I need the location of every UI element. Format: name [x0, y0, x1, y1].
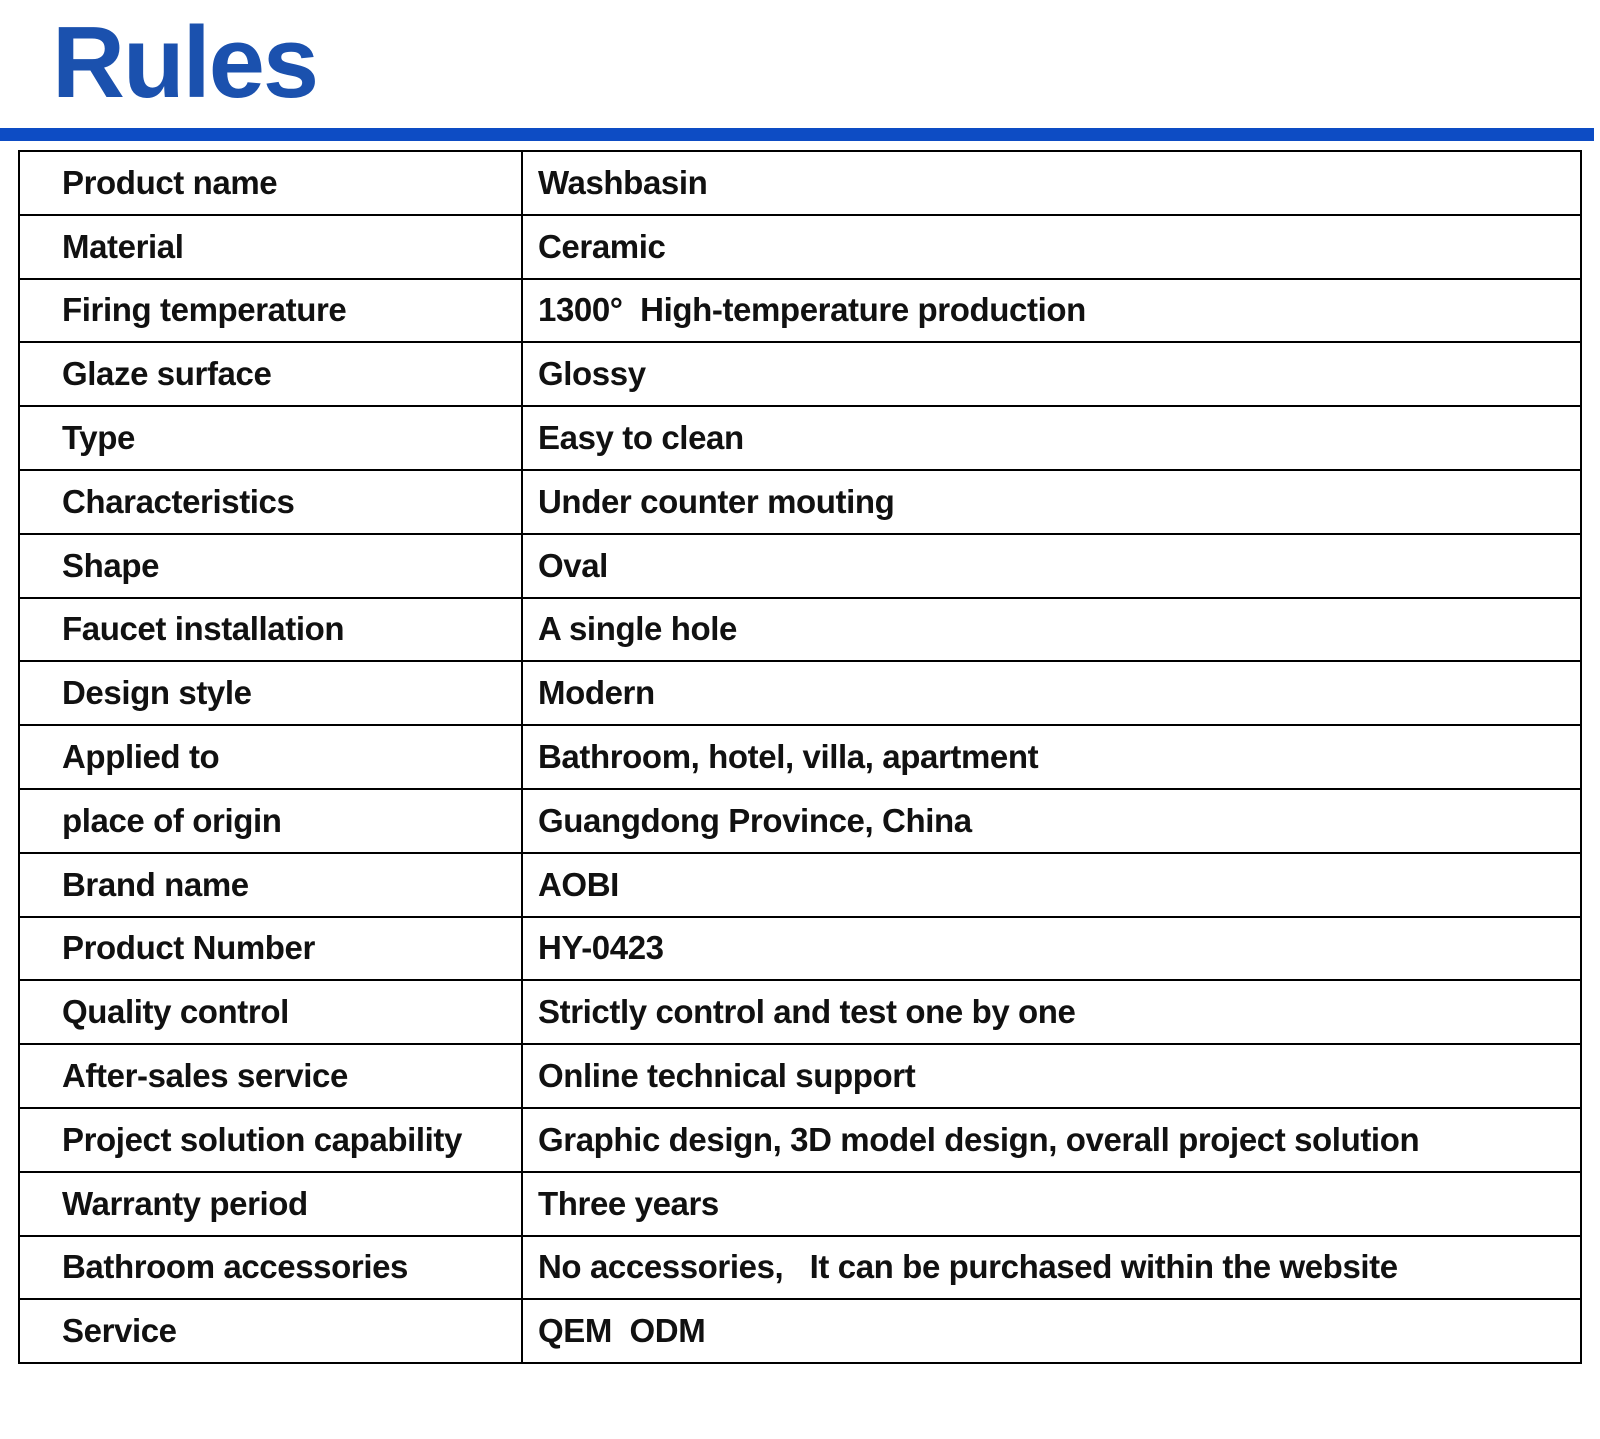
table-row	[19, 279, 1581, 343]
spec-label: Product Number	[19, 917, 522, 981]
spec-label: Applied to	[19, 725, 522, 789]
spec-value: A single hole	[522, 598, 1581, 662]
spec-label: Shape	[19, 534, 522, 598]
spec-label: place of origin	[19, 789, 522, 853]
table-row	[19, 789, 1581, 853]
spec-label: Characteristics	[19, 470, 522, 534]
table-row	[19, 1299, 1581, 1363]
spec-value: Oval	[522, 534, 1581, 598]
table-row	[19, 1108, 1581, 1172]
spec-label: Bathroom accessories	[19, 1236, 522, 1300]
spec-value: Guangdong Province, China	[522, 789, 1581, 853]
spec-value: No accessories, It can be purchased within the website	[522, 1236, 1581, 1300]
spec-table	[18, 150, 1582, 1364]
spec-label: Faucet installation	[19, 598, 522, 662]
table-row	[19, 151, 1581, 215]
spec-label: Brand name	[19, 853, 522, 917]
spec-value: Easy to clean	[522, 406, 1581, 470]
table-row	[19, 980, 1581, 1044]
title-underline-bar	[0, 128, 1594, 141]
spec-label: Product name	[19, 151, 522, 215]
table-row	[19, 406, 1581, 470]
spec-label: Project solution capability	[19, 1108, 522, 1172]
spec-value: Under counter mouting	[522, 470, 1581, 534]
table-row	[19, 725, 1581, 789]
spec-value: AOBI	[522, 853, 1581, 917]
spec-label: Glaze surface	[19, 342, 522, 406]
spec-table-body	[19, 151, 1581, 1363]
table-row	[19, 215, 1581, 279]
spec-label: After-sales service	[19, 1044, 522, 1108]
table-row	[19, 1044, 1581, 1108]
spec-label: Service	[19, 1299, 522, 1363]
table-row	[19, 534, 1581, 598]
table-row	[19, 598, 1581, 662]
spec-value: Three years	[522, 1172, 1581, 1236]
table-row	[19, 661, 1581, 725]
spec-value: Washbasin	[522, 151, 1581, 215]
page-title: Rules	[52, 6, 318, 119]
table-row	[19, 853, 1581, 917]
table-row	[19, 342, 1581, 406]
spec-value: 1300° High-temperature production	[522, 279, 1581, 343]
table-row	[19, 1172, 1581, 1236]
spec-value: Online technical support	[522, 1044, 1581, 1108]
spec-label: Warranty period	[19, 1172, 522, 1236]
spec-label: Quality control	[19, 980, 522, 1044]
spec-value: Bathroom, hotel, villa, apartment	[522, 725, 1581, 789]
spec-value: Strictly control and test one by one	[522, 980, 1581, 1044]
spec-label: Material	[19, 215, 522, 279]
spec-value: Modern	[522, 661, 1581, 725]
table-row	[19, 1236, 1581, 1300]
spec-value: HY-0423	[522, 917, 1581, 981]
spec-value: Glossy	[522, 342, 1581, 406]
table-row	[19, 917, 1581, 981]
spec-label: Type	[19, 406, 522, 470]
spec-value: Ceramic	[522, 215, 1581, 279]
spec-value: QEM ODM	[522, 1299, 1581, 1363]
table-row	[19, 470, 1581, 534]
spec-value: Graphic design, 3D model design, overall project solution	[522, 1108, 1581, 1172]
spec-label: Design style	[19, 661, 522, 725]
spec-label: Firing temperature	[19, 279, 522, 343]
